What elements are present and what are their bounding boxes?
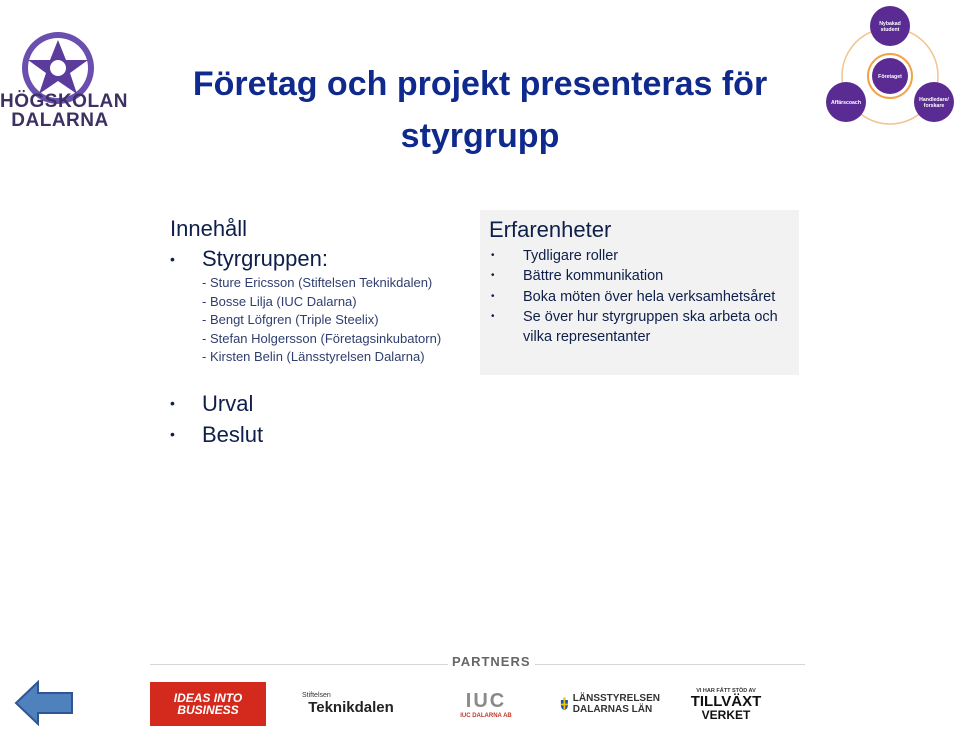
teknikdalen-small: Stiftelsen — [302, 692, 331, 699]
node-coach — [826, 82, 866, 122]
bullet-dot-icon: • — [491, 250, 495, 261]
partner-logo-iuc — [436, 682, 536, 726]
experience-item — [489, 307, 789, 348]
content-heading: Innehåll — [170, 216, 248, 241]
node-supervisor — [914, 82, 954, 122]
node-company-label: Företaget — [878, 74, 902, 80]
iuc-name: IUC DALARNA AB — [460, 712, 512, 719]
bullet-dot-icon: • — [491, 270, 495, 282]
lans-line2: DALARNAS LÄN — [572, 704, 653, 715]
member-item: - Stefan Holgersson (Företagsinkubatorn) — [202, 330, 442, 346]
bullet-dot-icon: • — [170, 395, 175, 411]
role-diagram — [824, 4, 960, 134]
member-list — [202, 274, 480, 367]
node-supervisor-label: Handledare/ forskare — [919, 97, 949, 109]
bullet-label: Urval — [202, 391, 254, 416]
logo-wordmark — [0, 91, 128, 131]
partner-logo-ideas — [150, 682, 266, 726]
iuc-mark: IUC — [465, 689, 507, 712]
experience-box — [480, 210, 799, 375]
experience-item-text: Tydligare roller — [523, 248, 619, 264]
experience-item-text: Se över hur styrgruppen ska arbeta och vilka representanter — [523, 308, 778, 346]
back-arrow-icon[interactable] — [14, 680, 76, 726]
bullet-dot-icon: • — [170, 251, 175, 267]
bullet-urval — [170, 388, 470, 419]
experience-title: Erfarenheter — [489, 217, 612, 242]
member-item: - Sture Ericsson (Stiftelsen Teknikdalen) — [202, 275, 433, 290]
lans-line1: LÄNSSTYRELSEN — [572, 693, 660, 704]
experience-item — [489, 246, 789, 266]
teknikdalen-name: Teknikdalen — [308, 699, 394, 716]
partner-ideas-text: IDEAS INTO BUSINESS — [173, 691, 243, 717]
experience-list — [489, 246, 789, 347]
node-company — [872, 58, 908, 94]
content-section — [170, 214, 480, 367]
experience-item-text: Bättre kommunikation — [523, 268, 664, 285]
tillvaxt-small: VI HAR FÅTT STÖD AV — [696, 687, 756, 694]
node-coach-label: Affärscoach — [831, 100, 861, 106]
member-item: - Bosse Lilja (IUC Dalarna) — [202, 293, 357, 309]
bullet-label: Styrgruppen: — [202, 246, 328, 271]
experience-item — [489, 287, 789, 307]
page-title: Företag och projekt presenteras för styrgrupp — [192, 65, 768, 155]
bullet-styrgruppen — [170, 244, 480, 274]
bullet-dot-icon: • — [491, 290, 495, 302]
member-item: - Bengt Löfgren (Triple Steelix) — [202, 312, 379, 327]
tillvaxt-line2: VERKET — [701, 707, 751, 722]
partner-logo-teknikdalen — [302, 682, 400, 726]
tillvaxt-line1: TILLVÄXT — [690, 692, 762, 710]
bullet-label: Beslut — [202, 422, 264, 447]
bullet-dot-icon: • — [491, 310, 495, 322]
experience-item — [489, 266, 789, 286]
lans-text — [573, 693, 660, 715]
bullet-beslut — [170, 419, 470, 450]
partners-label: PARTNERS — [448, 654, 535, 669]
content-more — [170, 388, 470, 450]
member-item: - Kirsten Belin (Länsstyrelsen Dalarna) — [202, 349, 425, 364]
experience-item-text: Boka möten över hela verksamhetsåret — [523, 288, 776, 305]
coat-of-arms-icon — [560, 689, 569, 719]
logo-line1: HÖGSKOLAN — [0, 91, 128, 112]
bullet-dot-icon: • — [170, 426, 175, 442]
partner-logo-tillvaxtverket — [686, 682, 766, 726]
logo-line2: DALARNA — [11, 110, 109, 131]
node-student-label: Nybakad student — [879, 21, 901, 33]
partner-logo-lansstyrelsen — [560, 682, 660, 726]
node-student — [870, 6, 910, 46]
